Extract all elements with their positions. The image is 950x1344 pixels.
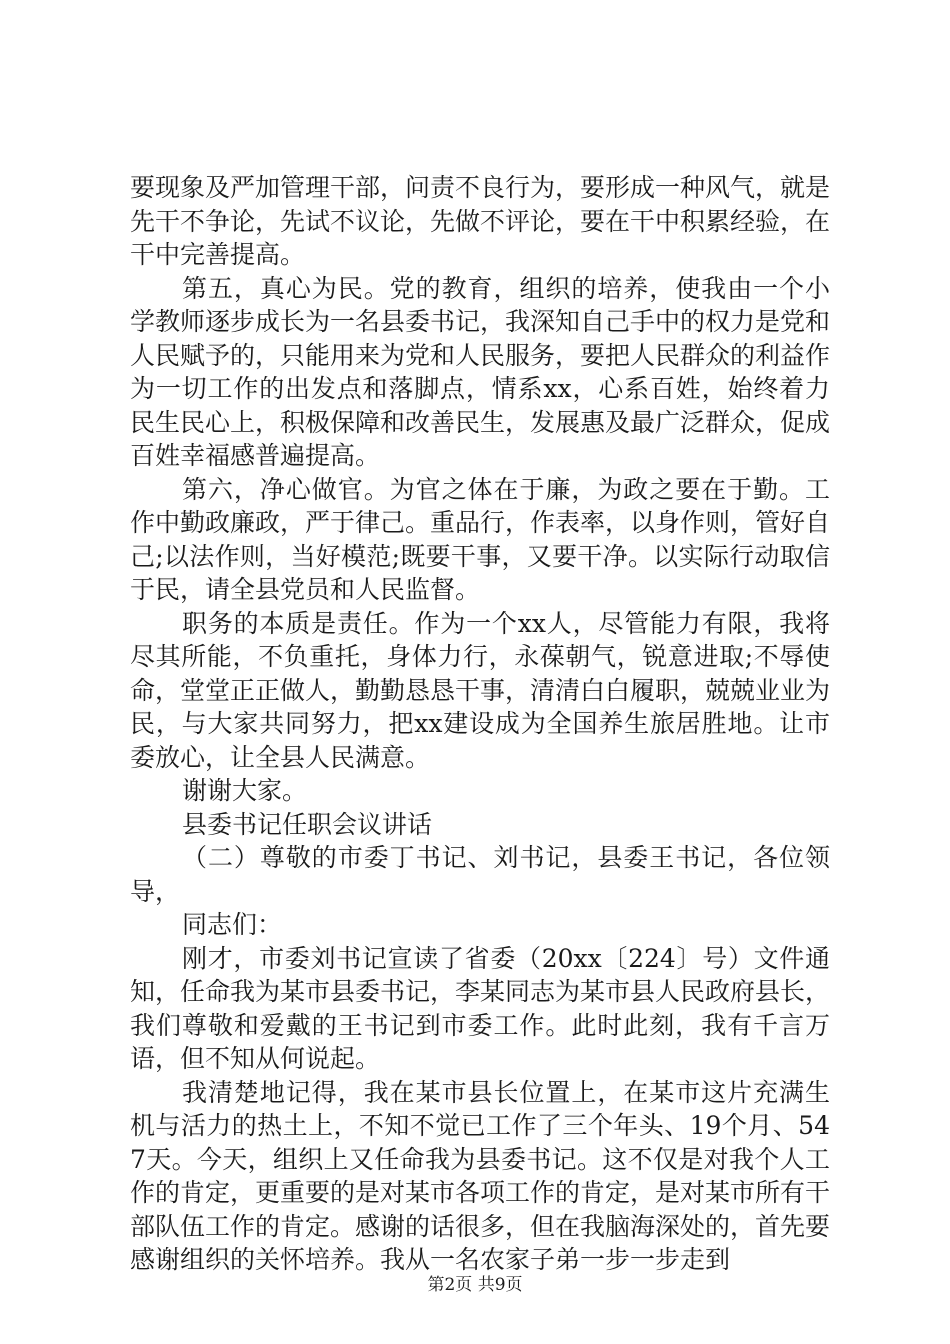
document-body [130, 171, 830, 1277]
paragraph-3: 第六，净心做官。为官之体在于廉，为政之要在于勤。工作中勤政廉政，严于律己。重品行，作表率，以身作则，管好自己;以法作则，当好模范;既要干事，又要干净。以实际行动取信于民，请全县党员和人民监督。 [130, 474, 831, 604]
paragraph-4: 职务的本质是责任。作为一个xx人，尽管能力有限，我将尽其所能，不负重托，身体力行，永葆朝气，锐意进取;不辱使命，堂堂正正做人，勤勤恳恳干事，清清白白履职，兢兢业业为民，与大家共同努力，把xx建设成为全国养生旅居胜地。让市委放心，让全县人民满意。 [130, 608, 831, 772]
paragraph-1: 要现象及严加管理干部，问责不良行为，要形成一种风气，就是先干不争论，先试不议论，先做不评论，要在干中积累经验，在干中完善提高。 [130, 173, 831, 269]
paragraph-5: 谢谢大家。 [182, 776, 308, 805]
section-heading: 县委书记任职会议讲话 [182, 809, 433, 839]
paragraph-8: 同志们： [182, 910, 283, 939]
paragraph-7: （二）尊敬的市委丁书记、刘书记，县委王书记，各位领导， [130, 843, 830, 906]
paragraph-2: 第五，真心为民。党的教育，组织的培养，使我由一个小学教师逐步成长为一名县委书记，我深知自己手中的权力是党和人民赋予的，只能用来为党和人民服务，要把人民群众的利益作为一切工作的出发点和落脚点，情系xx，心系百姓，始终着力民生民心上，积极保障和改善民生，发展惠及最广泛群众，促成百姓幸福感普遍提高。 [130, 273, 831, 470]
page-number-footer: 第2页 共9页 [427, 1275, 523, 1295]
paragraph-10: 我清楚地记得，我在某市县长位置上，在某市这片充满生机与活力的热土上，不知不觉已工作了三个年头、19个月、547天。今天，组织上又任命我为县委书记。这不仅是对我个人工作的肯定，更重要的是对某市各项工作的肯定，是对某市所有干部队伍工作的肯定。感谢的话很多，但在我脑海深处的，首先要感谢组织的关怀培养。我从一名农家子弟一步一步走到 [130, 1077, 831, 1274]
paragraph-9: 刚才，市委刘书记宣读了省委（20xx〔224〕号）文件通知，任命我为某市县委书记，李某同志为某市县人民政府县长，我们尊敬和爱戴的王书记到市委工作。此时此刻，我有千言万语，但不知从何说起。 [130, 943, 831, 1073]
